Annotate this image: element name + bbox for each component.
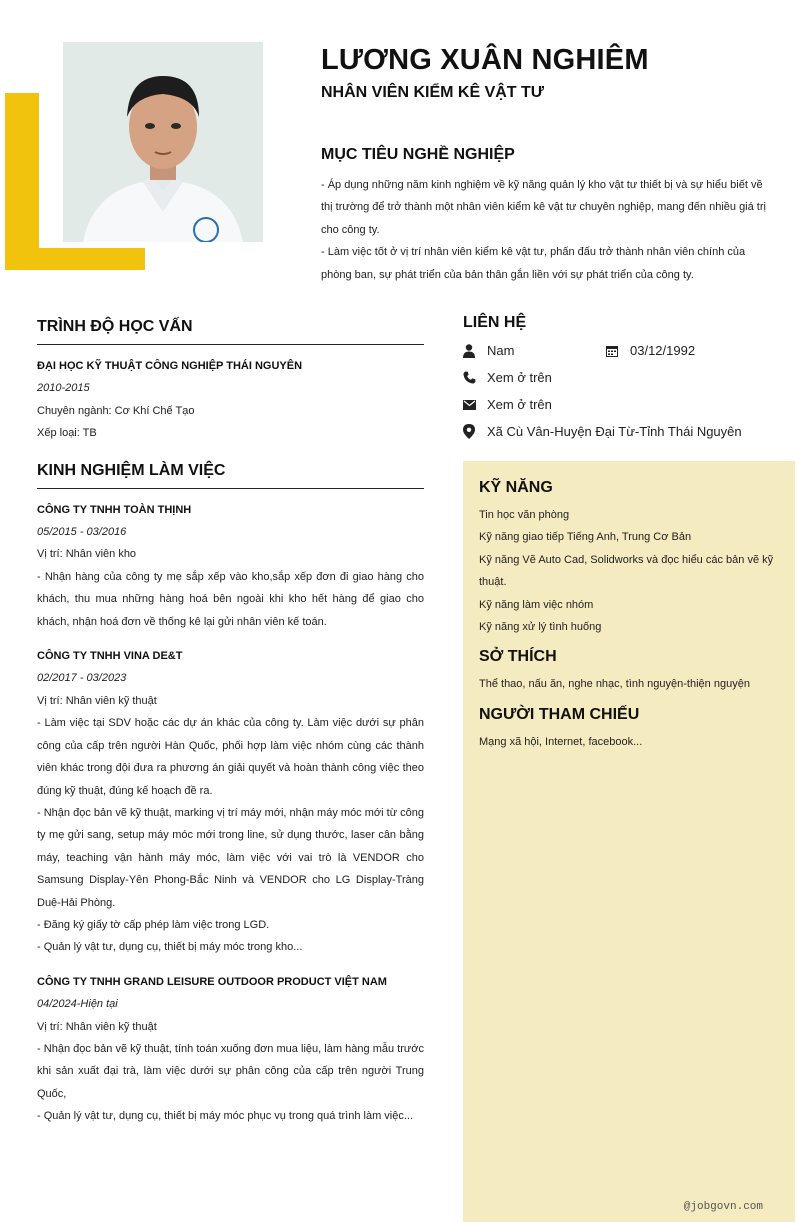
skills-section	[479, 479, 779, 638]
objective-paragraph: - Áp dụng những năm kinh nghiệm về kỹ năng quản lý kho vật tư thiết bị và sự hiểu biết về thị trường để trở thành một nhân viên kiểm kê vật tư chuyên nghiệp, mang đến nhiều giá trị cho công ty.	[321, 179, 766, 236]
email-value: Xem ở trên	[487, 397, 552, 412]
company-name: CÔNG TY TNHH VINA DE&T	[37, 650, 183, 663]
address-value: Xã Cù Vân-Huyện Đại Từ-Tỉnh Thái Nguyên	[487, 424, 742, 439]
job-period: 02/2017 - 03/2023	[37, 672, 127, 685]
accent-bar-horizontal	[5, 248, 145, 270]
left-column	[37, 318, 424, 1140]
education-period: 2010-2015	[37, 382, 90, 395]
company-name: CÔNG TY TNHH TOÀN THỊNH	[37, 503, 192, 516]
job-title: NHÂN VIÊN KIỂM KÊ VẬT TƯ	[321, 84, 545, 101]
section-title: KỸ NĂNG	[479, 479, 553, 496]
job-entry	[37, 645, 424, 959]
person-icon	[463, 344, 487, 358]
birthday-value: 03/12/1992	[630, 343, 696, 358]
job-detail: - Đăng ký giấy tờ cấp phép làm việc trong LGD.	[37, 918, 270, 931]
job-detail: - Quản lý vật tư, dụng cụ, thiết bị máy móc phục vụ trong quá trình làm việc...	[37, 1110, 414, 1123]
education-rank: Xếp loại: TB	[37, 427, 97, 440]
references-section	[479, 706, 779, 753]
job-position: Vị trí: Nhân viên kỹ thuật	[37, 1020, 157, 1033]
gender-item	[463, 343, 606, 358]
calendar-icon	[606, 345, 630, 357]
header	[321, 42, 771, 102]
job-period: 04/2024-Hiện tại	[37, 998, 118, 1011]
job-detail: - Nhận đọc bản vẽ kỹ thuật, tính toán xuống đơn mua liệu, làm hàng mẫu trước khi sản xuất đại trà, làm việc dưới sự phân công của cấp trên người Trung Quốc,	[37, 1042, 424, 1100]
skill-item: Kỹ năng giao tiếp Tiếng Anh, Trung Cơ Bản	[479, 531, 692, 544]
contact-section	[463, 314, 793, 445]
references-text: Mạng xã hội, Internet, facebook...	[479, 735, 643, 748]
candidate-name: LƯƠNG XUÂN NGHIÊM	[321, 44, 649, 76]
skill-item: Kỹ năng Vẽ Auto Cad, Solidworks và đọc hiểu các bản vẽ kỹ thuật.	[479, 553, 774, 589]
education-section	[37, 318, 424, 445]
job-entry	[37, 971, 424, 1128]
hobbies-section	[479, 648, 779, 695]
job-detail: - Quản lý vật tư, dụng cụ, thiết bị máy móc trong kho...	[37, 941, 303, 954]
experience-section	[37, 462, 424, 1128]
phone-value: Xem ở trên	[487, 370, 552, 385]
job-entry	[37, 499, 424, 633]
career-objective-section	[321, 146, 766, 286]
skill-item: Kỹ năng xử lý tình huống	[479, 621, 602, 634]
watermark: @jobgovn.com	[683, 1201, 763, 1213]
phone-icon	[463, 371, 487, 384]
skill-item: Tin học văn phòng	[479, 509, 570, 521]
objective-paragraph: - Làm việc tốt ở vị trí nhân viên kiểm kê vật tư, phấn đấu trở thành nhân viên chính của phòng ban, sự phát triển của bản thân gắn liền với sự phát triển của công ty.	[321, 246, 746, 281]
job-period: 05/2015 - 03/2016	[37, 526, 127, 539]
email-icon	[463, 400, 487, 410]
contact-row	[463, 391, 793, 418]
contact-row	[463, 418, 793, 445]
company-name: CÔNG TY TNHH GRAND LEISURE OUTDOOR PRODUCT VIỆT NAM	[37, 975, 387, 988]
job-detail: - Làm việc tại SDV hoặc các dự án khác của công ty. Làm việc dưới sự phân công của cấp trên người Hàn Quốc, phối hợp làm việc nhóm cùng các thành viên khác trong đội đưa ra phương án giải quyết và hoàn thành công việc theo đúng kỹ thuật, đúng kế hoạch đề ra.	[37, 717, 424, 797]
profile-photo	[63, 42, 263, 242]
skill-item: Kỹ năng làm việc nhóm	[479, 598, 594, 611]
job-detail: - Nhận đọc bản vẽ kỹ thuật, marking vị trí máy mới, nhận máy móc mới từ công ty mẹ gửi sang, setup máy móc mới trong line, sử dụng thước, laser cân bằng máy, teaching vận hành máy móc, làm việc với vai trò là VENDOR cho Samsung Display-Yên Phong-Bắc Ninh và VENDOR cho LG Display-Tràng Duệ-Hải Phòng.	[37, 806, 424, 909]
location-pin-icon	[463, 424, 487, 439]
section-title: SỞ THÍCH	[479, 648, 557, 666]
gender-value: Nam	[487, 343, 515, 358]
job-position: Vị trí: Nhân viên kho	[37, 548, 137, 561]
hobbies-text: Thể thao, nấu ăn, nghe nhạc, tình nguyện-thiện nguyện	[479, 678, 750, 691]
job-position: Vị trí: Nhân viên kỹ thuật	[37, 694, 157, 707]
school-name: ĐẠI HỌC KỸ THUẬT CÔNG NGHIỆP THÁI NGUYÊN	[37, 360, 303, 372]
section-title: NGƯỜI THAM CHIẾU	[479, 705, 640, 723]
contact-row	[463, 337, 793, 364]
birthday-item	[606, 343, 749, 358]
contact-row	[463, 364, 793, 391]
job-detail: - Nhận hàng của công ty mẹ sắp xếp vào kho,sắp xếp đơn đi giao hàng cho khách, thu mua những hàng hoá bên ngoài khi kho hết hàng để giao cho khách, nhận hoá đơn về thống kê lại gửi nhân viên kế toán.	[37, 570, 424, 628]
section-title: LIÊN HỆ	[463, 314, 527, 331]
section-title: MỤC TIÊU NGHỀ NGHIỆP	[321, 146, 515, 163]
education-major: Chuyên ngành: Cơ Khí Chế Tạo	[37, 404, 195, 417]
accent-bar-vertical	[5, 93, 39, 270]
section-title: TRÌNH ĐỘ HỌC VẤN	[37, 318, 424, 345]
section-title: KINH NGHIỆM LÀM VIỆC	[37, 462, 424, 489]
side-panel	[463, 461, 795, 1222]
